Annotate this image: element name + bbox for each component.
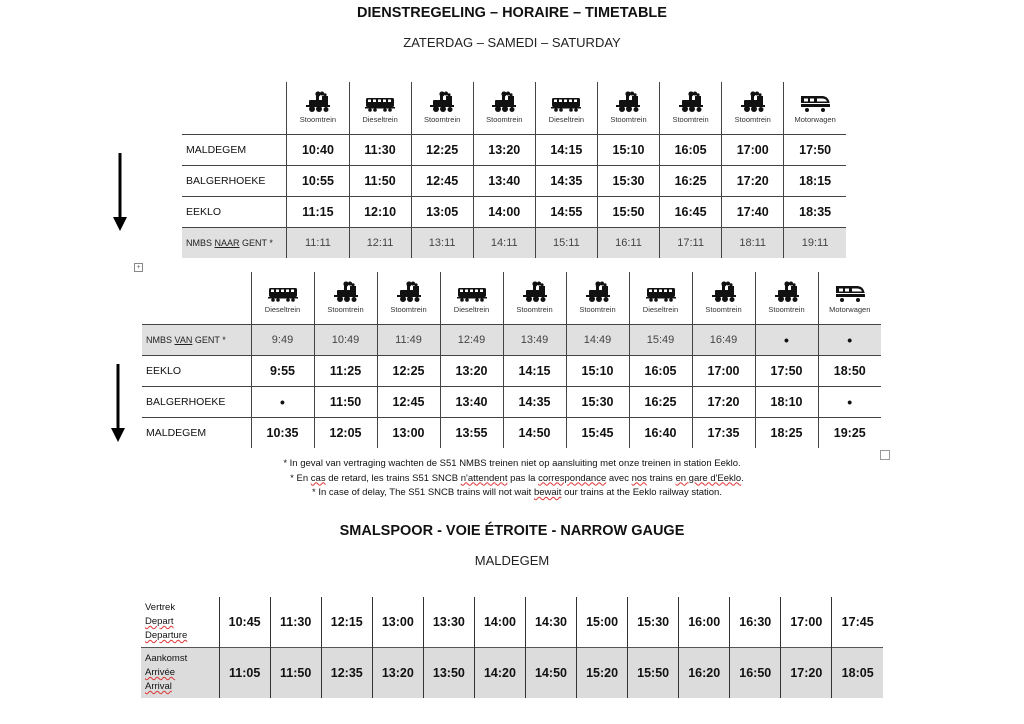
time-cell: 13:20 <box>440 356 503 387</box>
time-cell: 11:05 <box>219 648 270 699</box>
table-move-handle-icon[interactable]: + <box>134 263 143 272</box>
arrival-row <box>141 648 883 699</box>
time-cell: 12:35 <box>321 648 372 699</box>
time-cell: 15:45 <box>566 418 629 449</box>
time-cell: 18:10 <box>755 387 818 418</box>
down-arrow-icon <box>113 153 127 233</box>
train-type-cell <box>566 272 629 325</box>
time-cell: 16:45 <box>660 197 722 228</box>
time-cell: 12:25 <box>411 135 473 166</box>
time-cell: 15:20 <box>577 648 628 699</box>
station-label: EEKLO <box>142 356 251 387</box>
time-cell: 10:55 <box>287 166 349 197</box>
note-dutch: * In geval van vertraging wachten de S51 NMBS treinen niet op aansluiting met onze treinen in station Eeklo. <box>283 458 741 469</box>
time-cell: 12:15 <box>321 597 372 648</box>
time-cell: 15:30 <box>566 387 629 418</box>
narrow-gauge-subtitle: MALDEGEM <box>474 553 550 568</box>
train-type-label: Motorwagen <box>794 114 836 124</box>
time-cell: 11:30 <box>270 597 321 648</box>
diesel-train-icon <box>644 281 678 303</box>
train-type-cell <box>784 82 846 135</box>
time-cell: 17:45 <box>832 597 883 648</box>
time-cell: 14:15 <box>535 135 597 166</box>
time-cell: 12:45 <box>377 387 440 418</box>
time-cell: 14:49 <box>566 325 629 356</box>
steam-train-icon <box>738 91 768 113</box>
time-cell: 17:35 <box>692 418 755 449</box>
steam-train-icon <box>583 281 613 303</box>
time-cell: 15:00 <box>577 597 628 648</box>
table-row <box>182 135 846 166</box>
diesel-train-icon <box>363 91 397 113</box>
time-cell: 16:20 <box>679 648 730 699</box>
steam-train-icon <box>303 91 333 113</box>
narrow-gauge-table <box>141 597 883 698</box>
time-cell: 17:50 <box>784 135 846 166</box>
narrow-gauge-title: SMALSPOOR - VOIE ÉTROITE - NARROW GAUGE <box>339 523 685 539</box>
steam-train-icon <box>613 91 643 113</box>
time-cell: • <box>251 387 314 418</box>
time-cell: 14:20 <box>474 648 525 699</box>
time-cell: 10:49 <box>314 325 377 356</box>
train-type-label: Stoomtrein <box>579 304 616 314</box>
time-cell: 15:50 <box>628 648 679 699</box>
train-type-label: Stoomtrein <box>672 114 709 124</box>
time-cell: • <box>818 325 881 356</box>
time-cell: 15:30 <box>628 597 679 648</box>
train-type-label: Stoomtrein <box>768 304 805 314</box>
train-type-header <box>142 272 881 325</box>
time-cell: 13:30 <box>423 597 474 648</box>
time-cell: 13:40 <box>473 166 535 197</box>
diesel-train-icon <box>455 281 489 303</box>
train-type-cell <box>411 82 473 135</box>
station-label: BALGERHOEKE <box>182 166 287 197</box>
train-type-cell <box>287 82 349 135</box>
time-cell: 17:00 <box>722 135 784 166</box>
table-row <box>142 418 881 449</box>
train-type-cell <box>251 272 314 325</box>
time-cell: 10:35 <box>251 418 314 449</box>
time-cell: 11:30 <box>349 135 411 166</box>
time-cell: 17:50 <box>755 356 818 387</box>
time-cell: 13:05 <box>411 197 473 228</box>
train-type-label: Stoomtrein <box>390 304 427 314</box>
steam-train-icon <box>489 91 519 113</box>
time-cell: 11:49 <box>377 325 440 356</box>
steam-train-icon <box>709 281 739 303</box>
station-label: MALDEGEM <box>142 418 251 449</box>
time-cell: 18:15 <box>784 166 846 197</box>
nmbs-label: NMBS VAN GENT * <box>142 325 251 356</box>
time-cell: 17:00 <box>692 356 755 387</box>
train-type-cell <box>660 82 722 135</box>
time-cell: 13:20 <box>372 648 423 699</box>
time-cell: 14:35 <box>535 166 597 197</box>
station-label: BALGERHOEKE <box>142 387 251 418</box>
note-french: * En cas de retard, les trains S51 SNCB n'attendent pas la correspondance avec nos trains en gare d'Eeklo. <box>290 472 744 484</box>
time-cell: 16:05 <box>629 356 692 387</box>
time-cell: 10:40 <box>287 135 349 166</box>
time-cell: 18:50 <box>818 356 881 387</box>
table-row <box>142 387 881 418</box>
time-cell: 15:30 <box>597 166 659 197</box>
train-type-header <box>182 82 846 135</box>
steam-train-icon <box>394 281 424 303</box>
train-type-label: Dieseltrein <box>453 304 490 314</box>
time-cell: 15:50 <box>597 197 659 228</box>
down-arrow-icon <box>111 364 125 444</box>
time-cell: 11:50 <box>349 166 411 197</box>
time-cell: 13:00 <box>372 597 423 648</box>
time-cell: 13:49 <box>503 325 566 356</box>
time-cell: 12:10 <box>349 197 411 228</box>
diesel-train-icon <box>549 91 583 113</box>
delay-notes <box>0 457 1024 501</box>
time-cell: 19:25 <box>818 418 881 449</box>
time-cell: 17:40 <box>722 197 784 228</box>
time-cell: 9:49 <box>251 325 314 356</box>
time-cell: 19:11 <box>784 228 846 259</box>
train-type-label: Stoomtrein <box>424 114 461 124</box>
time-cell: 12:11 <box>349 228 411 259</box>
time-cell: 10:45 <box>219 597 270 648</box>
time-cell: 14:11 <box>473 228 535 259</box>
time-cell: 15:49 <box>629 325 692 356</box>
time-cell: 16:05 <box>660 135 722 166</box>
time-cell: 18:25 <box>755 418 818 449</box>
time-cell: 12:45 <box>411 166 473 197</box>
time-cell: 17:20 <box>722 166 784 197</box>
train-type-label: Dieseltrein <box>264 304 301 314</box>
time-cell: 17:20 <box>692 387 755 418</box>
time-cell: 14:00 <box>474 597 525 648</box>
train-type-cell <box>473 82 535 135</box>
steam-train-icon <box>427 91 457 113</box>
diesel-train-icon <box>266 281 300 303</box>
time-cell: 11:25 <box>314 356 377 387</box>
time-cell: 18:11 <box>722 228 784 259</box>
time-cell: 15:10 <box>566 356 629 387</box>
time-cell: 12:05 <box>314 418 377 449</box>
time-cell: 17:20 <box>781 648 832 699</box>
train-type-cell <box>440 272 503 325</box>
time-cell: 13:55 <box>440 418 503 449</box>
train-type-label: Motorwagen <box>829 304 871 314</box>
time-cell: 16:40 <box>629 418 692 449</box>
time-cell: 14:15 <box>503 356 566 387</box>
time-cell: 18:05 <box>832 648 883 699</box>
train-type-label: Stoomtrein <box>327 304 364 314</box>
train-type-cell <box>597 82 659 135</box>
table-row <box>182 197 846 228</box>
time-cell: 14:00 <box>473 197 535 228</box>
train-type-label: Stoomtrein <box>299 114 337 124</box>
time-cell: 13:00 <box>377 418 440 449</box>
train-type-cell <box>535 82 597 135</box>
time-cell: 17:11 <box>660 228 722 259</box>
time-cell: 14:50 <box>503 418 566 449</box>
nmbs-to-gent-row <box>182 228 846 259</box>
time-cell: 16:30 <box>730 597 781 648</box>
time-cell: 11:11 <box>287 228 349 259</box>
train-type-cell <box>755 272 818 325</box>
train-type-cell <box>818 272 881 325</box>
train-type-cell <box>722 82 784 135</box>
steam-train-icon <box>772 281 802 303</box>
time-cell: 14:50 <box>525 648 576 699</box>
table-row <box>182 166 846 197</box>
nmbs-label: NMBS NAAR GENT * <box>182 228 287 259</box>
time-cell: • <box>818 387 881 418</box>
time-cell: 11:50 <box>270 648 321 699</box>
train-type-label: Dieseltrein <box>362 114 398 124</box>
train-type-label: Stoomtrein <box>734 114 771 124</box>
train-type-label: Dieseltrein <box>548 114 585 124</box>
railcar-icon <box>798 91 832 113</box>
time-cell: 16:50 <box>730 648 781 699</box>
table-row <box>142 356 881 387</box>
departure-label: Vertrek Depart Departure <box>145 602 188 641</box>
time-cell: 13:11 <box>411 228 473 259</box>
train-type-cell <box>503 272 566 325</box>
time-cell: 12:25 <box>377 356 440 387</box>
time-cell: 18:35 <box>784 197 846 228</box>
station-label: MALDEGEM <box>182 135 287 166</box>
train-type-cell <box>314 272 377 325</box>
station-label: EEKLO <box>182 197 287 228</box>
train-type-label: Stoomtrein <box>705 304 742 314</box>
steam-train-icon <box>331 281 361 303</box>
train-type-label: Stoomtrein <box>516 304 553 314</box>
time-cell: 13:50 <box>423 648 474 699</box>
train-type-label: Stoomtrein <box>486 114 523 124</box>
departure-row <box>141 597 883 648</box>
train-type-label: Dieseltrein <box>642 304 679 314</box>
time-cell: 12:49 <box>440 325 503 356</box>
time-cell: 15:11 <box>535 228 597 259</box>
time-cell: 13:40 <box>440 387 503 418</box>
train-type-label: Stoomtrein <box>610 114 647 124</box>
note-english: * In case of delay, The S51 SNCB trains will not wait bewait our trains at the Eeklo railway station. <box>312 487 722 498</box>
page-title: DIENSTREGELING – HORAIRE – TIMETABLE <box>357 5 667 21</box>
time-cell: 16:25 <box>660 166 722 197</box>
nmbs-from-gent-row <box>142 325 881 356</box>
time-cell: 11:50 <box>314 387 377 418</box>
time-cell: 14:35 <box>503 387 566 418</box>
time-cell: 17:00 <box>781 597 832 648</box>
steam-train-icon <box>676 91 706 113</box>
time-cell: 9:55 <box>251 356 314 387</box>
time-cell: • <box>755 325 818 356</box>
train-type-cell <box>692 272 755 325</box>
time-cell: 15:10 <box>597 135 659 166</box>
time-cell: 14:30 <box>525 597 576 648</box>
page-subtitle: ZATERDAG – SAMEDI – SATURDAY <box>403 35 621 50</box>
timetable-maldegem-eeklo <box>182 82 846 258</box>
time-cell: 11:15 <box>287 197 349 228</box>
steam-train-icon <box>520 281 550 303</box>
time-cell: 16:11 <box>597 228 659 259</box>
train-type-cell <box>377 272 440 325</box>
time-cell: 16:00 <box>679 597 730 648</box>
train-type-cell <box>349 82 411 135</box>
time-cell: 16:25 <box>629 387 692 418</box>
railcar-icon <box>833 281 867 303</box>
train-type-cell <box>629 272 692 325</box>
time-cell: 16:49 <box>692 325 755 356</box>
timetable-eeklo-maldegem <box>142 272 881 448</box>
time-cell: 13:20 <box>473 135 535 166</box>
time-cell: 14:55 <box>535 197 597 228</box>
arrival-label: Aankomst Arrivée Arrival <box>141 648 219 699</box>
